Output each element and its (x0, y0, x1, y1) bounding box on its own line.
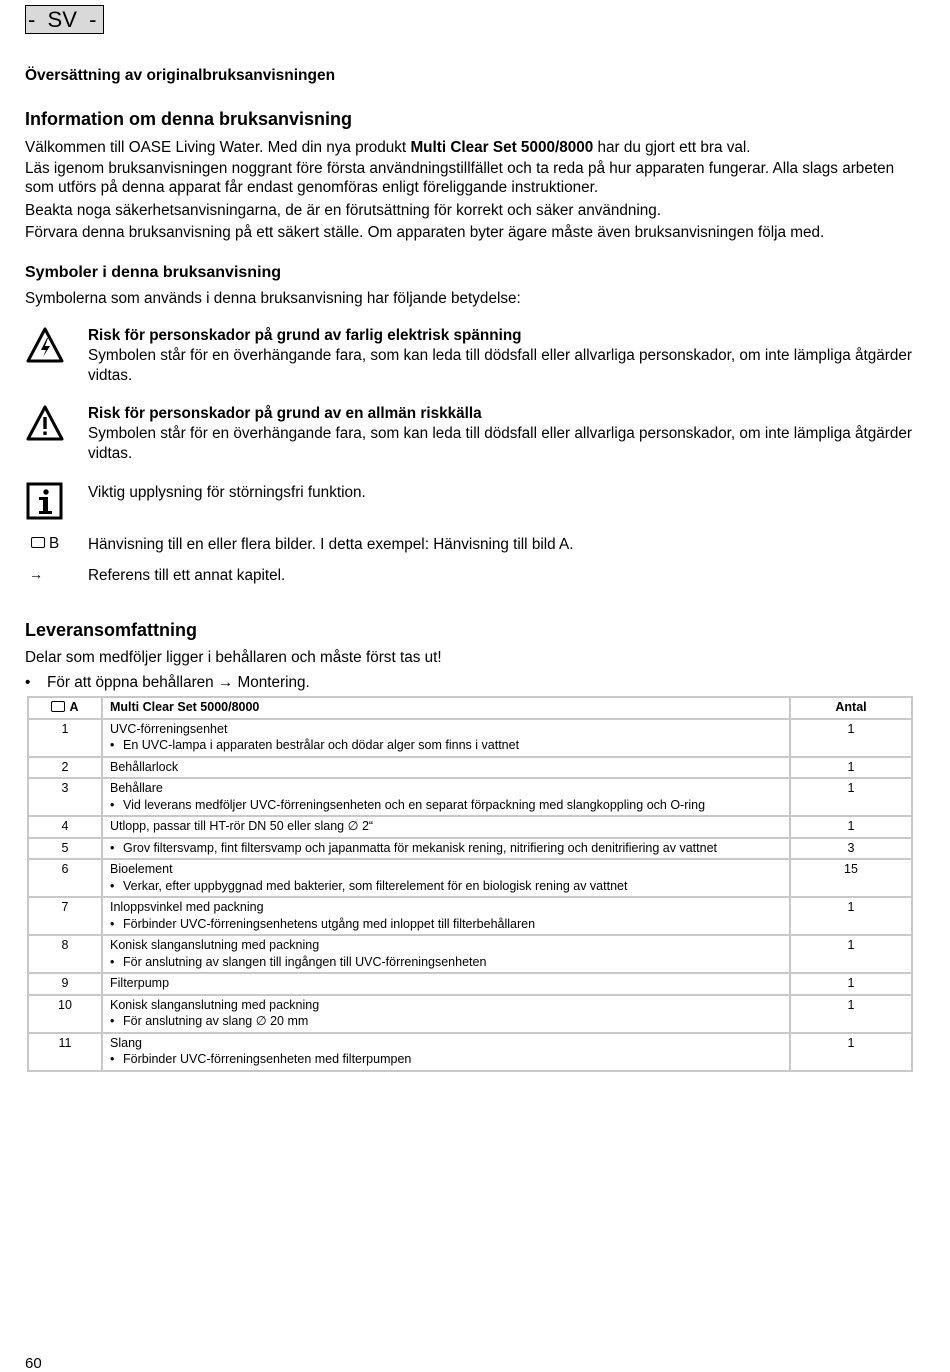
item-number: 1 (28, 719, 102, 757)
page-number: 60 (25, 1355, 42, 1372)
bullet-icon: • (110, 878, 115, 893)
symbol-general-desc: Symbolen står för en överhängande fara, som kan leda till dödsfall eller allvarliga personskador, om inte lämpliga åtgärder vidtas. (88, 425, 912, 462)
symbol-chapter-ref-text: Referens till ett annat kapitel. (88, 567, 286, 584)
symbol-general-title: Risk för personskador på grund av en allmän riskkälla (88, 405, 482, 422)
symbols-intro: Symbolerna som används i denna bruksanvisning har följande betydelse: (25, 290, 521, 307)
item-name: Konisk slanganslutning med packning (110, 938, 320, 952)
symbol-general-text (88, 404, 913, 464)
item-description (102, 719, 790, 757)
table-row (28, 935, 912, 973)
item-number: 6 (28, 859, 102, 897)
delivery-heading: Leveransomfattning (25, 620, 198, 640)
item-quantity: 1 (790, 778, 912, 816)
item-quantity: 1 (790, 995, 912, 1033)
item-note (110, 878, 782, 895)
item-quantity: 1 (790, 973, 912, 995)
item-number: 5 (28, 838, 102, 860)
symbol-electric (25, 326, 915, 386)
item-note-text: Förbinder UVC-förreningsenheten med filterpumpen (123, 1052, 412, 1066)
item-description (102, 778, 790, 816)
item-note (110, 737, 782, 754)
item-name: Behållarlock (110, 759, 179, 774)
bullet-icon: • (110, 1052, 115, 1066)
bullet-icon: • (110, 954, 115, 969)
intro-paragraph-3: Beakta noga säkerhetsanvisningarna, de är en förutsättning för korrekt och säker användning. (25, 202, 662, 219)
bullet-icon: • (25, 674, 31, 691)
item-note-text: För anslutning av slangen till ingången till UVC-förreningsenheten (123, 954, 487, 969)
col-figure-header (28, 697, 102, 719)
item-quantity: 1 (790, 757, 912, 779)
symbols-heading: Symboler i denna bruksanvisning (25, 264, 282, 281)
info-heading: Information om denna bruksanvisning (25, 109, 353, 129)
item-quantity: 1 (790, 719, 912, 757)
item-number: 2 (28, 757, 102, 779)
item-name: Utlopp, passar till HT-rör DN 50 eller slang ∅ 2“ (110, 819, 374, 833)
item-name: Behållare (110, 781, 163, 795)
table-row (28, 973, 912, 995)
intro-paragraph-4: Förvara denna bruksanvisning på ett säkert ställe. Om apparaten byter ägare måste även bruksanvisningen följa med. (25, 224, 825, 241)
bullet-icon: • (110, 797, 115, 812)
item-number: 11 (28, 1033, 102, 1071)
item-note (110, 797, 782, 814)
language-tag: - SV - (25, 5, 104, 34)
figure-ref-label: B (49, 535, 60, 552)
table-row (28, 778, 912, 816)
symbol-info (25, 482, 915, 522)
table-row (28, 757, 912, 779)
item-number: 7 (28, 897, 102, 935)
table-row (28, 859, 912, 897)
symbol-figure-ref (25, 535, 915, 557)
item-description (102, 995, 790, 1033)
item-quantity: 1 (790, 897, 912, 935)
item-description (102, 838, 790, 860)
item-name: UVC-förreningsenhet (110, 721, 228, 736)
intro-p1-pre: Välkommen till OASE Living Water. Med din nya produkt (25, 139, 411, 156)
item-name: Bioelement (110, 862, 173, 876)
delivery-bullet (25, 674, 310, 692)
item-description (102, 973, 790, 995)
col-desc-header: Multi Clear Set 5000/8000 (102, 697, 790, 719)
item-note (110, 954, 782, 971)
symbol-electric-text (88, 326, 913, 386)
item-note-text: Grov filtersvamp, fint filtersvamp och japanmatta för mekanisk rening, nitrifiering och denitrifiering av vattnet (123, 840, 718, 855)
symbol-electric-title: Risk för personskador på grund av farlig elektrisk spänning (88, 327, 522, 344)
item-description (102, 859, 790, 897)
translation-subtitle: Översättning av originalbruksanvisningen (25, 67, 336, 84)
col-figure-label: A (69, 700, 79, 714)
bullet-icon: • (110, 916, 115, 931)
item-description (102, 897, 790, 935)
electric-hazard-icon (25, 326, 65, 369)
item-quantity: 1 (790, 1033, 912, 1071)
intro-text (25, 137, 920, 244)
intro-p1-post: har du gjort ett bra val. (593, 139, 751, 156)
arrow-right-icon: → (29, 566, 43, 582)
delivery-intro: Delar som medföljer ligger i behållaren och måste först tas ut! (25, 649, 442, 666)
item-description (102, 757, 790, 779)
item-description (102, 816, 790, 838)
item-note (110, 1051, 782, 1068)
figure-frame-icon (51, 701, 65, 712)
info-icon (25, 482, 65, 525)
symbol-info-text: Viktig upplysning för störningsfri funktion. (88, 484, 366, 501)
bullet-icon: • (110, 1014, 115, 1028)
item-note (110, 840, 782, 857)
table-row (28, 897, 912, 935)
symbol-chapter-ref (25, 566, 915, 588)
item-number: 8 (28, 935, 102, 973)
item-description (102, 1033, 790, 1071)
item-name: Inloppsvinkel med packning (110, 900, 264, 914)
intro-paragraph-2: Läs igenom bruksanvisningen noggrant före första användningstillfället och ta reda på hur apparaten fungerar. Alla slags arbeten som utförs på denna apparat får endast genomföras enligt föreliggande instruktioner. (25, 160, 895, 196)
product-name: Multi Clear Set 5000/8000 (410, 139, 594, 156)
item-quantity: 3 (790, 838, 912, 860)
figure-frame-icon (31, 537, 45, 548)
item-name: Konisk slanganslutning med packning (110, 997, 320, 1012)
item-number: 9 (28, 973, 102, 995)
item-name: Slang (110, 1035, 142, 1050)
item-note (110, 916, 782, 933)
delivery-table (27, 696, 913, 1072)
symbol-figure-ref-text: Hänvisning till en eller flera bilder. I detta exempel: Hänvisning till bild A. (88, 536, 574, 553)
item-note-text: Förbinder UVC-förreningsenhetens utgång med inloppet till filterbehållaren (123, 916, 536, 931)
table-row (28, 1033, 912, 1071)
item-note-text: En UVC-lampa i apparaten bestrålar och dödar alger som finns i vattnet (123, 738, 520, 752)
table-row (28, 995, 912, 1033)
bullet-icon: • (110, 840, 115, 855)
delivery-bullet-text: För att öppna behållaren → Montering. (47, 674, 310, 691)
item-number: 10 (28, 995, 102, 1033)
item-quantity: 1 (790, 935, 912, 973)
symbol-general (25, 404, 915, 464)
symbol-electric-desc: Symbolen står för en överhängande fara, som kan leda till dödsfall eller allvarliga personskador, om inte lämpliga åtgärder vidtas. (88, 347, 912, 384)
item-note-text: Verkar, efter uppbyggnad med bakterier, som filterelement för en biologisk rening av vattnet (123, 878, 628, 893)
item-number: 3 (28, 778, 102, 816)
figure-ref-icon (31, 535, 59, 553)
table-row (28, 816, 912, 838)
table-row (28, 838, 912, 860)
general-hazard-icon (25, 404, 65, 447)
item-quantity: 15 (790, 859, 912, 897)
item-number: 4 (28, 816, 102, 838)
item-name: Filterpump (110, 976, 170, 990)
item-note (110, 1013, 782, 1030)
table-header-row (28, 697, 912, 719)
item-quantity: 1 (790, 816, 912, 838)
item-note-text: För anslutning av slang ∅ 20 mm (123, 1014, 309, 1028)
item-description (102, 935, 790, 973)
table-row (28, 719, 912, 757)
col-qty-header: Antal (790, 697, 912, 719)
intro-paragraph-1 (25, 137, 920, 159)
item-note-text: Vid leverans medföljer UVC-förreningsenheten och en separat förpackning med slangkoppling och O-ring (123, 797, 706, 812)
bullet-icon: • (110, 738, 115, 752)
table-body (28, 719, 912, 1071)
